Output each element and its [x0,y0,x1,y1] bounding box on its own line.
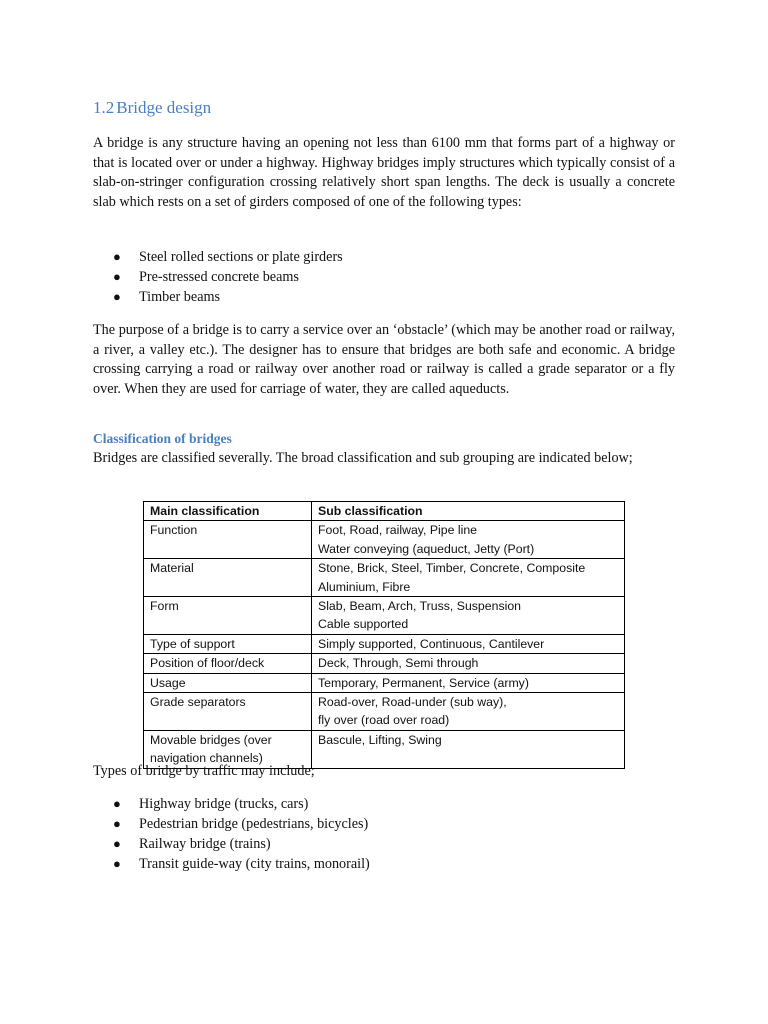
list-item: ● Pre-stressed concrete beams [113,269,299,285]
bullet-icon: ● [113,289,121,304]
classification-intro: Bridges are classified severally. The broad classification and sub grouping are indicated below; [93,450,633,466]
traffic-types-list [93,794,370,874]
main-cell: Material [144,559,312,597]
bullet-icon: ● [113,796,121,811]
list-item: ● Steel rolled sections or plate girders [113,249,343,265]
main-cell: Movable bridges (over navigation channels) [144,730,312,768]
list-item: ● Timber beams [113,289,221,305]
section-title: Bridge design [116,98,212,117]
table-row [144,654,625,673]
table-row [144,673,625,692]
list-item: ● Highway bridge (trucks, cars) [113,796,309,812]
main-cell: Grade separators [144,693,312,731]
bullet-icon: ● [113,836,121,851]
table-row [144,559,625,597]
list-item: ● Railway bridge (trains) [113,836,271,852]
sub-cell: Slab, Beam, Arch, Truss, Suspension Cable supported [312,597,625,635]
main-cell: Type of support [144,634,312,653]
main-cell: Function [144,521,312,559]
section-heading [93,98,211,118]
section-number: 1.2 [93,98,115,117]
sub-cell: Deck, Through, Semi through [312,654,625,673]
sub-cell: Road-over, Road-under (sub way), fly over (road over road) [312,693,625,731]
classification-table [143,501,625,769]
intro-paragraph: A bridge is any structure having an opening not less than 6100 mm that forms part of a highway or that is located over or under a highway. Highway bridges imply structures which typically consist of a slab-on-stringer configuration crossing relatively short span lengths. The deck is usually a concrete slab which rests on a set of girders composed of one of the following types: [93,135,675,211]
table-row [144,634,625,653]
sub-cell: Foot, Road, railway, Pipe line Water conveying (aqueduct, Jetty (Port) [312,521,625,559]
sub-cell: Bascule, Lifting, Swing [312,730,625,768]
sub-cell: Stone, Brick, Steel, Timber, Concrete, Composite Aluminium, Fibre [312,559,625,597]
table-row [144,693,625,731]
table-header-row [144,502,625,521]
purpose-paragraph: The purpose of a bridge is to carry a service over an ‘obstacle’ (which may be another road or railway, a river, a valley etc.). The designer has to ensure that bridges are both safe and economic. A bridge crossing carrying a road or railway over another road or railway is called a grade separator or a fly over. When they are used for carriage of water, they are called aqueducts. [93,322,675,398]
table-row [144,521,625,559]
bullet-icon: ● [113,269,121,284]
list-item: ● Pedestrian bridge (pedestrians, bicycles) [113,816,369,832]
sub-cell: Temporary, Permanent, Service (army) [312,673,625,692]
main-cell: Form [144,597,312,635]
sub-cell: Simply supported, Continuous, Cantilever [312,634,625,653]
table-row [144,597,625,635]
classification-heading: Classification of bridges [93,431,232,446]
traffic-intro: Types of bridge by traffic may include; [93,763,315,779]
main-cell: Position of floor/deck [144,654,312,673]
girder-types-list [93,247,343,307]
column-header-main: Main classification [144,502,312,521]
bullet-icon: ● [113,856,121,871]
main-cell: Usage [144,673,312,692]
bullet-icon: ● [113,249,121,264]
column-header-sub: Sub classification [312,502,625,521]
bullet-icon: ● [113,816,121,831]
list-item: ● Transit guide-way (city trains, monorail) [113,856,370,872]
